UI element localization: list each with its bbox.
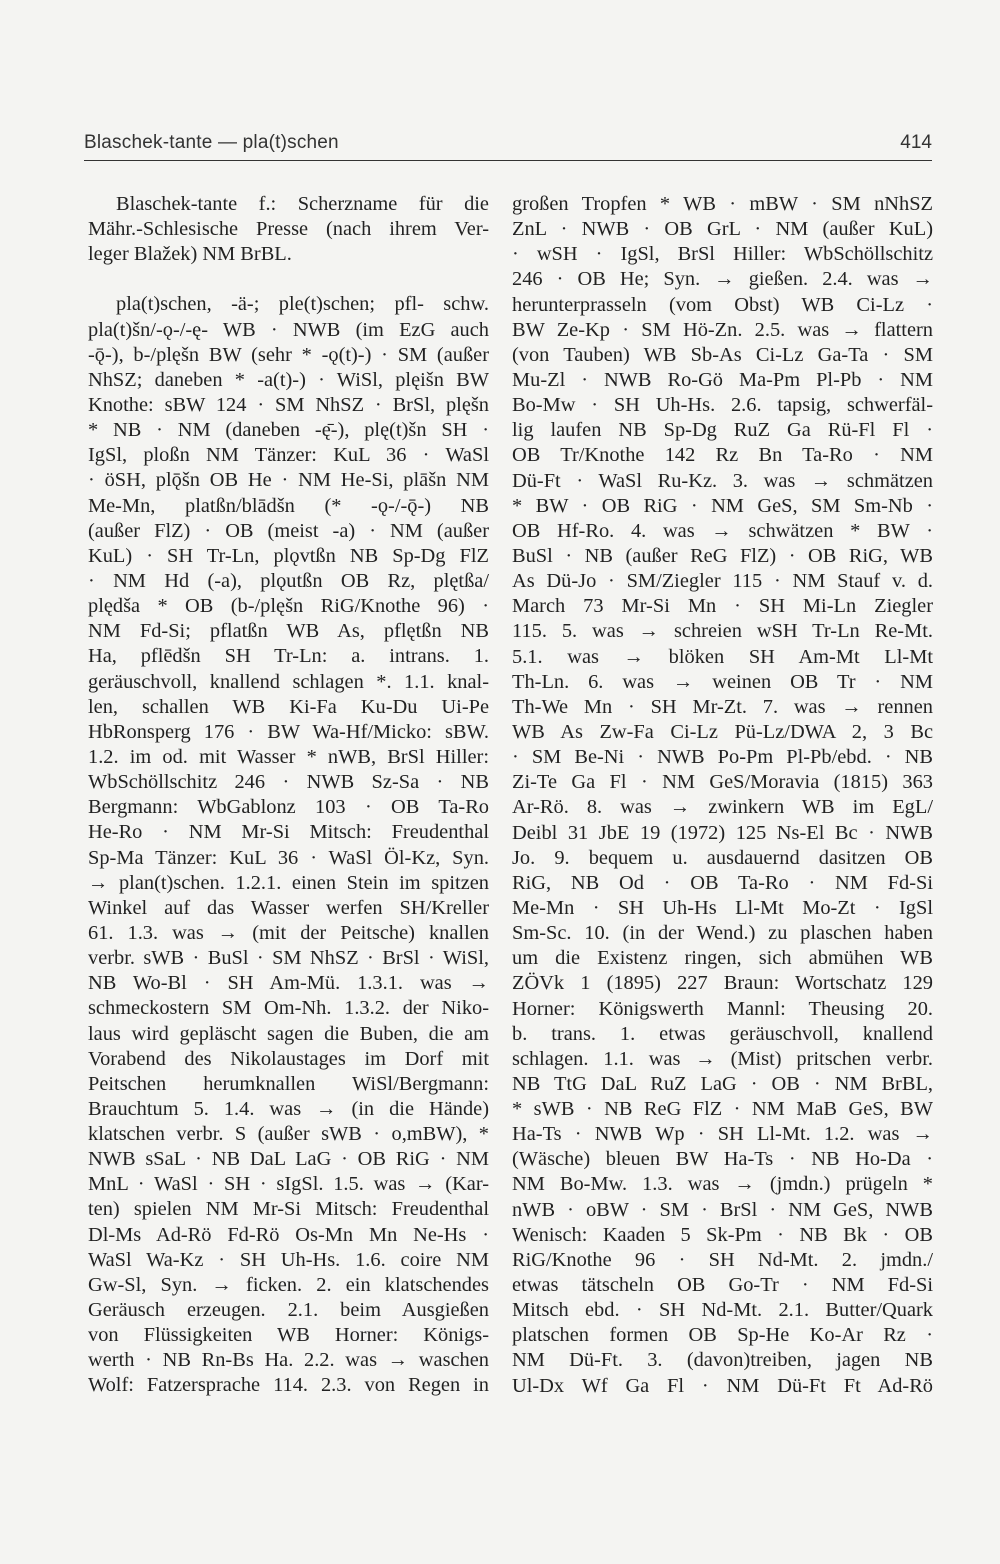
text-line: etwas tätscheln OB Go-Tr · NM Fd-Si — [512, 1274, 933, 1297]
text-line: schlagen. 1.1. was → (Mist) pritschen verbr. — [512, 1047, 933, 1070]
text-line: Ha, pflēdšn SH Tr-Ln: a. intrans. 1. — [88, 645, 489, 668]
left-text-column — [88, 192, 489, 1399]
text-line: -ǭ-), b-/plęšn BW (sehr * -ǫ(t)-) · SM (außer — [88, 343, 489, 366]
text-line: * NB · NM (daneben -ę̄-), plę(t)šn SH · — [88, 419, 489, 442]
text-line: Knothe: sBW 124 · SM NhSZ · BrSl, plęšn — [88, 393, 489, 416]
text-line: Winkel auf das Wasser werfen SH/Kreller — [88, 896, 489, 919]
text-line: * sWB · NB ReG FlZ · NM MaB GeS, BW — [512, 1098, 933, 1121]
text-line: Me-Mn, platßn/blādšn (* -ǫ-/-ǭ-) NB — [88, 494, 489, 517]
text-line: Sm-Sc. 10. (in der Wend.) zu plaschen haben — [512, 922, 933, 945]
text-line: IgSl, ploßn NM Tänzer: KuL 36 · WaSl — [88, 444, 489, 467]
text-line: großen Tropfen * WB · mBW · SM nNhSZ — [512, 193, 933, 215]
text-line: Bo-Mw · SH Uh-Hs. 2.6. tapsig, schwerfäl- — [512, 394, 933, 417]
text-line: 115. 5. was → schreien wSH Tr-Ln Re-Mt. — [512, 620, 933, 643]
text-line: verbr. sWB · BuSl · SM NhSZ · BrSl · WiSl, — [88, 947, 489, 970]
text-line: Ar-Rö. 8. was → zwinkern WB im EgL/ — [512, 796, 933, 819]
text-line: WaSl Wa-Kz · SH Uh-Hs. 1.6. coire NM — [88, 1248, 489, 1271]
text-line: 246 · OB He; Syn. → gießen. 2.4. was → — [512, 268, 933, 291]
text-line: Me-Mn · SH Uh-Hs Ll-Mt Mo-Zt · IgSl — [512, 896, 933, 919]
text-line: schmeckostern SM Om-Nh. 1.3.2. der Niko- — [88, 997, 489, 1020]
text-line: Deibl 31 JbE 19 (1972) 125 Ns-El Bc · NWB — [512, 821, 933, 844]
entry-gap — [88, 267, 489, 292]
header-title: Blaschek-tante — pla(t)schen — [84, 132, 339, 153]
text-line: ZnL · NWB · OB GrL · NM (außer KuL) — [512, 218, 933, 241]
text-line: Peitschen herumknallen WiSl/Bergmann: — [88, 1072, 489, 1095]
text-line: KuL) · SH Tr-Ln, plǫvtßn NB Sp-Dg FlZ — [88, 544, 489, 567]
text-line: laus wird gepläscht sagen die Buben, die am — [88, 1022, 489, 1045]
text-line: NWB sSaL · NB DaL LaG · OB RiG · NM — [88, 1148, 489, 1171]
text-line: Vorabend des Nikolaustages im Dorf mit — [88, 1047, 489, 1070]
text-line: NB TtG DaL RuZ LaG · OB · NM BrBL, — [512, 1072, 933, 1095]
text-line: MnL · WaSl · SH · sIgSl. 1.5. was → (Kar- — [88, 1173, 489, 1196]
text-line: Bergmann: WbGablonz 103 · OB Ta-Ro — [88, 796, 489, 819]
text-line: RiG/Knothe 96 · SH Nd-Mt. 2. jmdn./ — [512, 1248, 933, 1271]
text-line: nWB · oBW · SM · BrSl · NM GeS, NWB — [512, 1198, 933, 1221]
text-line: (von Tauben) WB Sb-As Ci-Lz Ga-Ta · SM — [512, 343, 933, 366]
text-line: · SM Be-Ni · NWB Po-Pm Pl-Pb/ebd. · NB — [512, 746, 933, 769]
text-line: lig laufen NB Sp-Dg RuZ Ga Rü-Fl Fl · — [512, 419, 933, 442]
text-line: WbSchöllschitz 246 · NWB Sz-Sa · NB — [88, 771, 489, 794]
text-line: BuSl · NB (außer ReG FlZ) · OB RiG, WB — [512, 544, 933, 567]
right-text-column — [512, 192, 933, 1399]
text-line: Dl-Ms Ad-Rö Fd-Rö Os-Mn Mn Ne-Hs · — [88, 1223, 489, 1246]
text-line: · öSH, plǭšn OB He · NM He-Si, plāšn NM — [88, 469, 489, 492]
text-line: NhSZ; daneben * -a(t)-) · WiSl, plęišn BW — [88, 368, 489, 391]
text-line: OB Tr/Knothe 142 Rz Bn Ta-Ro · NM — [512, 444, 933, 467]
text-line: (Wäsche) bleuen BW Ha-Ts · NB Ho-Da · — [512, 1148, 933, 1171]
text-line: Jo. 9. bequem u. ausdauernd dasitzen OB — [512, 846, 933, 869]
text-line: Ha-Ts · NWB Wp · SH Ll-Mt. 1.2. was → — [512, 1123, 933, 1146]
text-line: → plan(t)schen. 1.2.1. einen Stein im spitzen — [88, 871, 489, 894]
text-line: von Flüssigkeiten WB Horner: Königs- — [88, 1324, 489, 1347]
text-line: RiG, NB Od · OB Ta-Ro · NM Fd-Si — [512, 871, 933, 894]
text-line: WB As Zw-Fa Ci-Lz Pü-Lz/DWA 2, 3 Bc — [512, 720, 933, 743]
text-line: (außer FlZ) · OB (meist -a) · NM (außer — [88, 519, 489, 542]
text-line: 1.2. im od. mit Wasser * nWB, BrSl Hiller: — [88, 745, 489, 768]
text-line: Mähr.-Schlesische Presse (nach ihrem Ver- — [88, 218, 489, 241]
text-line: herunterprasseln (vom Obst) WB Ci-Lz · — [512, 293, 933, 316]
text-line: BW Ze-Kp · SM Hö-Zn. 2.5. was → flattern — [512, 318, 933, 341]
text-line: · NM Hd (-a), plǫutßn OB Rz, plętßa/ — [88, 569, 489, 592]
text-line: 5.1. was → blöken SH Am-Mt Ll-Mt — [512, 645, 933, 668]
text-line: len, schallen WB Ki-Fa Ku-Du Ui-Pe — [88, 695, 489, 718]
text-line: Dü-Ft · WaSl Ru-Kz. 3. was → schmätzen — [512, 469, 933, 492]
text-line: Mu-Zl · NWB Ro-Gö Ma-Pm Pl-Pb · NM — [512, 368, 933, 391]
text-line: um die Existenz ringen, sich abmühen WB — [512, 947, 933, 970]
text-line: Brauchtum 5. 1.4. was → (in die Hände) — [88, 1097, 489, 1120]
text-line: Sp-Ma Tänzer: KuL 36 · WaSl Öl-Kz, Syn. — [88, 846, 489, 869]
text-line: NM Dü-Ft. 3. (davon)treiben, jagen NB — [512, 1349, 933, 1372]
text-line: NM Bo-Mw. 1.3. was → (jmdn.) prügeln * — [512, 1173, 933, 1196]
text-line: Th-Ln. 6. was → weinen OB Tr · NM — [512, 670, 933, 693]
text-line: platschen formen OB Sp-He Ko-Ar Rz · — [512, 1324, 933, 1347]
running-header — [84, 130, 932, 161]
text-line: werth · NB Rn-Bs Ha. 2.2. was → waschen — [88, 1349, 489, 1372]
text-line: 61. 1.3. was → (mit der Peitsche) knallen — [88, 921, 489, 944]
text-line: · wSH · IgSl, BrSl Hiller: WbSchöllschitz — [512, 243, 933, 266]
text-line: Wolf: Fatzersprache 114. 2.3. von Regen in — [88, 1374, 489, 1397]
text-line: OB Hf-Ro. 4. was → schwätzen * BW · — [512, 519, 933, 542]
text-line: Th-We Mn · SH Mr-Zt. 7. was → rennen — [512, 695, 933, 718]
text-line: Wenisch: Kaaden 5 Sk-Pm · NB Bk · OB — [512, 1223, 933, 1246]
text-line: b. trans. 1. etwas geräuschvoll, knallend — [512, 1022, 933, 1045]
text-line: Gw-Sl, Syn. → ficken. 2. ein klatschendes — [88, 1273, 489, 1296]
text-line: klatschen verbr. S (außer sWB · o,mBW), * — [88, 1123, 489, 1146]
text-line: pla(t)šn/-ǫ-/-ę- WB · NWB (im EzG auch — [88, 318, 489, 341]
text-line: ten) spielen NM Mr-Si Mitsch: Freudenthal — [88, 1198, 489, 1221]
text-line: Ul-Dx Wf Ga Fl · NM Dü-Ft Ft Ad-Rö — [512, 1374, 933, 1397]
text-line: leger Blažek) NM BrBL. — [88, 243, 292, 266]
text-line: NB Wo-Bl · SH Am-Mü. 1.3.1. was → — [88, 972, 489, 995]
text-line: * BW · OB RiG · NM GeS, SM Sm-Nb · — [512, 494, 933, 517]
text-line: Mitsch ebd. · SH Nd-Mt. 2.1. Butter/Quark — [512, 1299, 933, 1322]
text-line: March 73 Mr-Si Mn · SH Mi-Ln Ziegler — [512, 595, 933, 618]
text-line: geräuschvoll, knallend schlagen *. 1.1. knal- — [88, 670, 489, 693]
text-line: HbRonsperg 176 · BW Wa-Hf/Micko: sBW. — [88, 720, 489, 743]
text-line: As Dü-Jo · SM/Ziegler 115 · NM Stauf v. d. — [512, 570, 933, 593]
text-line: Horner: Königswerth Mannl: Theusing 20. — [512, 997, 933, 1020]
text-line: Blaschek-tante f.: Scherzname für die — [116, 193, 489, 215]
page-number: 414 — [900, 132, 932, 153]
text-line: pla(t)schen, -ä-; ple(t)schen; pfl- schw. — [116, 293, 489, 316]
text-line: plędša * OB (b-/plęšn RiG/Knothe 96) · — [88, 595, 489, 618]
text-line: He-Ro · NM Mr-Si Mitsch: Freudenthal — [88, 821, 489, 844]
text-line: ZÖVk 1 (1895) 227 Braun: Wortschatz 129 — [512, 972, 933, 995]
text-line: Zi-Te Ga Fl · NM GeS/Moravia (1815) 363 — [512, 771, 933, 794]
text-line: NM Fd-Si; pflatßn WB As, pflętßn NB — [88, 620, 489, 643]
text-line: Geräusch erzeugen. 2.1. beim Ausgießen — [88, 1299, 489, 1322]
